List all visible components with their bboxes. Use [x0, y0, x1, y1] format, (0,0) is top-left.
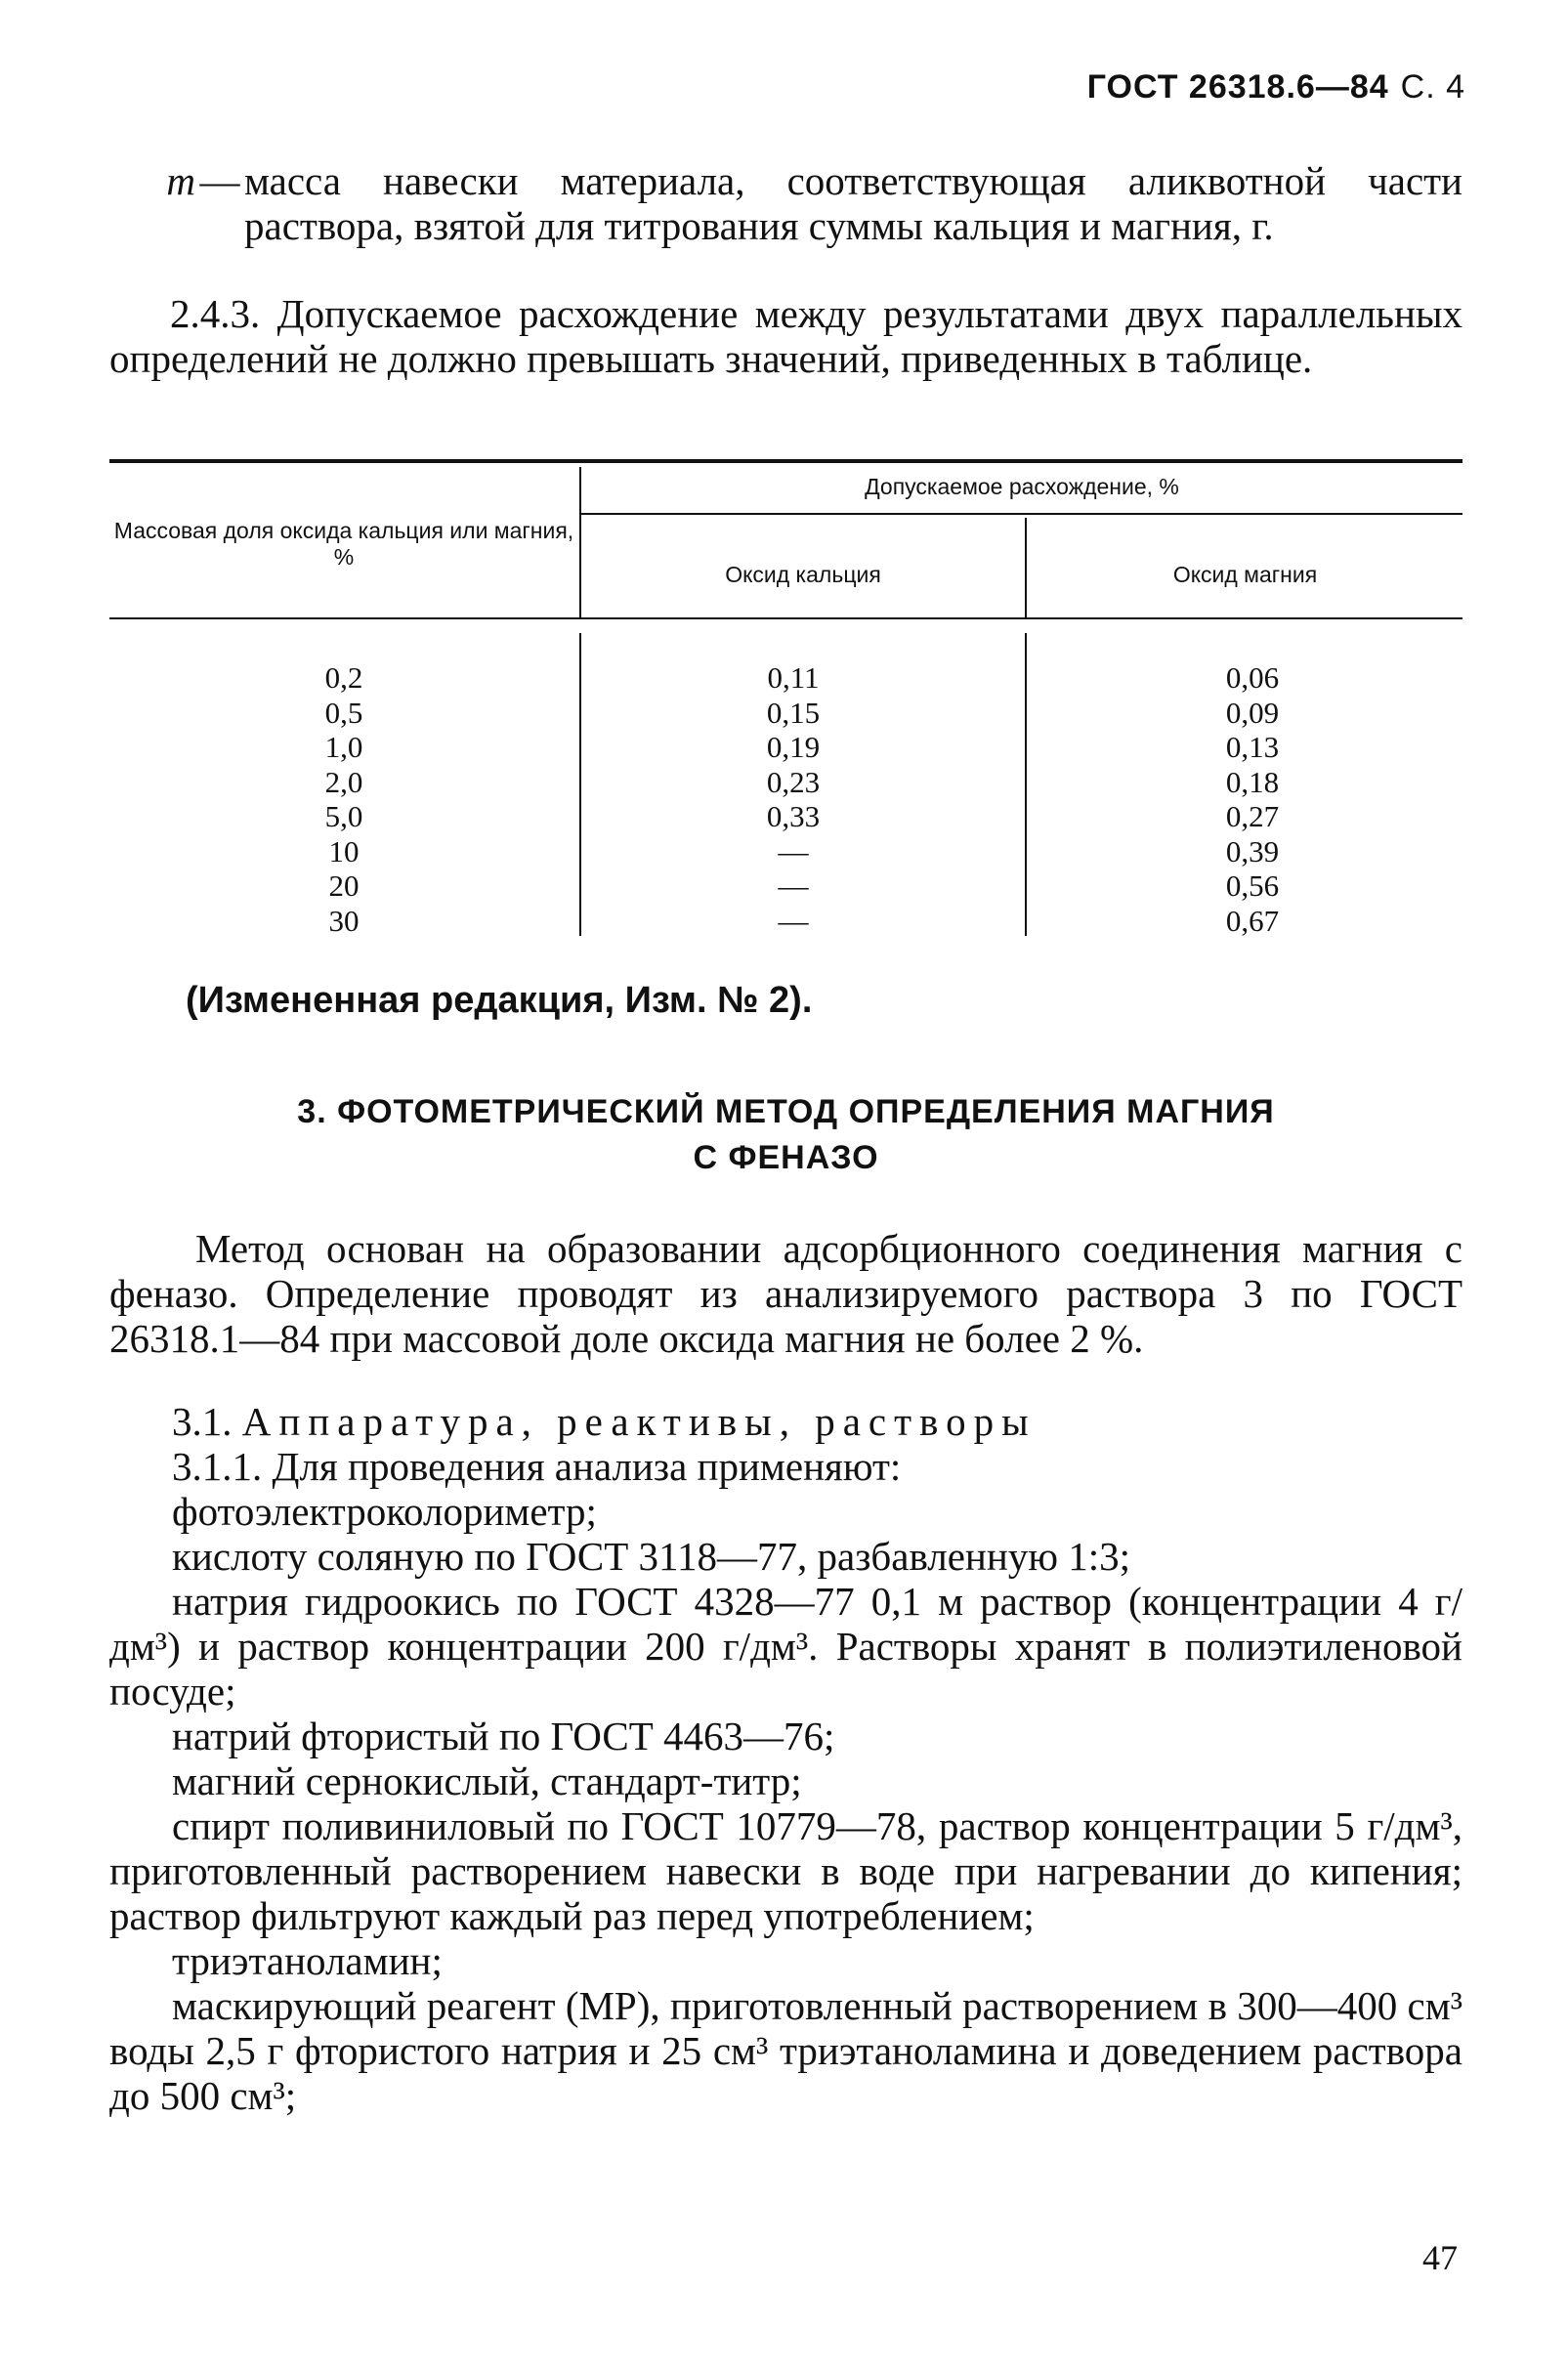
header-page: С. 4 — [1400, 68, 1465, 106]
table-cell: 1,0 — [324, 730, 363, 764]
method-intro: Метод основан на образовании адсорбционного соединения магния с феназо. Определение проводят из анализируемого раствора 3 по ГОСТ 26318.1—84 при массовой доле оксида магния не более 2 %. — [109, 1226, 1462, 1361]
list-item: триэтаноламин; — [172, 1938, 443, 1983]
definition-block — [109, 158, 1462, 248]
table-divider — [1025, 633, 1027, 936]
subsection-3-1-1: 3.1.1. Для проведения анализа применяют: — [172, 1444, 902, 1489]
section-title — [109, 1089, 1462, 1181]
list-item: натрий фтористый по ГОСТ 4463—76; — [172, 1714, 835, 1758]
table-cell: 0,18 — [1225, 764, 1280, 799]
page-header — [1087, 68, 1465, 106]
definition-dash: — — [199, 158, 240, 203]
table-cell: 0,5 — [324, 695, 363, 730]
table-cell: 0,56 — [1225, 868, 1280, 903]
column-mass-fraction — [275, 660, 412, 938]
table-top-rule — [109, 459, 1462, 463]
header-calcium-oxide: Оксид кальция — [725, 562, 881, 587]
section-title-line: С ФЕНАЗО — [693, 1139, 879, 1176]
column-magnesium-oxide — [1184, 660, 1321, 938]
column-calcium-oxide — [725, 660, 862, 938]
table-cell: 0,67 — [1225, 903, 1280, 938]
list-item: маскирующий реагент (МР), приготовленный растворением в 300—400 см³ воды 2,5 г фтористого натрия и 25 см³ триэтаноламина и доведением раствора до 500 см³; — [109, 1983, 1462, 2118]
table-cell: 0,39 — [1225, 833, 1280, 868]
table-cell: — — [778, 903, 809, 938]
definition-text: масса навески материала, соответствующая аликвотной части раствора, взятой для титрования суммы кальция и магния, г. — [244, 158, 1462, 248]
table-divider — [1025, 518, 1027, 617]
header-magnesium-oxide: Оксид магния — [1172, 562, 1318, 587]
table-cell: 0,27 — [1225, 799, 1280, 833]
table-cell: 0,11 — [767, 660, 820, 695]
table-subheader-rule — [581, 513, 1462, 515]
table-cell: 30 — [328, 903, 360, 938]
tolerance-table — [109, 459, 1462, 943]
header-mass-fraction: Массовая доля оксида кальция или магния, % — [113, 518, 574, 570]
table-cell: 0,2 — [324, 660, 363, 695]
table-cell: 0,33 — [766, 799, 821, 833]
table-cell: 0,23 — [766, 764, 821, 799]
list-item: натрия гидроокись по ГОСТ 4328—77 0,1 м раствор (концентрации 4 г/дм³) и раствор концентрации 200 г/дм³. Растворы хранят в полиэтиленовой посуде; — [109, 1579, 1462, 1714]
table-cell: 0,09 — [1225, 695, 1280, 730]
subsection-3-1 — [109, 1399, 1525, 1444]
header-standard: ГОСТ 26318.6—84 — [1086, 68, 1389, 106]
table-divider — [579, 467, 581, 617]
header-allowed-deviation: Допускаемое расхождение, % — [865, 474, 1179, 499]
table-cell: — — [778, 868, 809, 903]
subsection-number: 3.1. — [172, 1399, 233, 1444]
table-cell: 5,0 — [324, 799, 363, 833]
table-cell: 10 — [328, 833, 360, 868]
list-item: фотоэлектроколориметр; — [172, 1489, 597, 1534]
reagent-list — [109, 1489, 1462, 2118]
definition-symbol: m — [166, 158, 195, 203]
table-cell: 0,15 — [766, 695, 821, 730]
table-divider — [579, 633, 581, 936]
table-cell: 20 — [328, 868, 360, 903]
list-item: магний сернокислый, стандарт-титр; — [172, 1758, 802, 1803]
table-cell: 2,0 — [324, 764, 363, 799]
table-cell: 0,19 — [766, 730, 821, 764]
list-item: кислоту соляную по ГОСТ 3118—77, разбавленную 1:3; — [172, 1534, 1130, 1579]
table-cell: 0,13 — [1225, 730, 1280, 764]
paragraph-2-4-3: 2.4.3. Допускаемое расхождение между результатами двух параллельных определений не должно превышать значений, приведенных в таблице. — [109, 291, 1462, 381]
table-header-rule — [109, 617, 1462, 619]
table-cell: — — [778, 833, 809, 868]
page-number: 47 — [1422, 2238, 1458, 2277]
list-item: спирт поливиниловый по ГОСТ 10779—78, раствор концентрации 5 г/дм³, приготовленный растворением навески в воде при нагревании до кипения; раствор фильтруют каждый раз перед употреблением; — [109, 1803, 1462, 1938]
table-cell: 0,06 — [1225, 660, 1280, 695]
revision-note: (Измененная редакция, Изм. № 2). — [186, 980, 813, 1021]
subsection-title: Аппаратура, реактивы, растворы — [241, 1399, 1037, 1444]
section-title-line: 3. ФОТОМЕТРИЧЕСКИЙ МЕТОД ОПРЕДЕЛЕНИЯ МАГНИЯ — [297, 1093, 1275, 1130]
